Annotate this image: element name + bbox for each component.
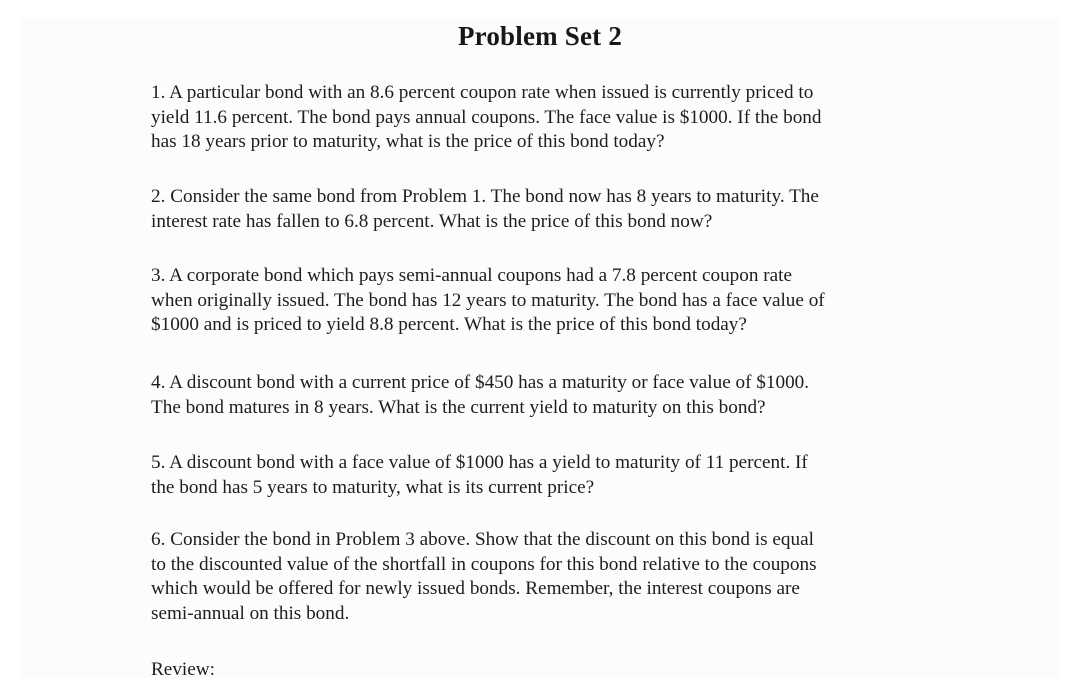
- problem-line: the bond has 5 years to maturity, what is its current price?: [151, 476, 595, 498]
- top-strip: [0, 0, 1080, 18]
- problem-line: The bond matures in 8 years. What is the current yield to maturity on this bond?: [151, 396, 766, 418]
- problem-line: 6. Consider the bond in Problem 3 above. Show that the discount on this bond is equal: [151, 529, 814, 550]
- problem-3: [151, 264, 825, 338]
- problem-4: [151, 371, 809, 420]
- document-page: [20, 18, 1060, 678]
- problem-line: 3. A corporate bond which pays semi-annual coupons had a 7.8 percent coupon rate: [151, 265, 792, 286]
- problem-line: has 18 years prior to maturity, what is the price of this bond today?: [151, 131, 665, 152]
- review-heading: Review:: [151, 659, 215, 678]
- problem-line: $1000 and is priced to yield 8.8 percent. What is the price of this bond today?: [151, 314, 747, 335]
- problem-line: which would be offered for newly issued bonds. Remember, the interest coupons are: [151, 578, 800, 599]
- page-title: Problem Set 2: [457, 21, 623, 51]
- problem-2: [151, 185, 819, 234]
- problem-line: 4. A discount bond with a current price of $450 has a maturity or face value of $1000.: [151, 372, 810, 393]
- problem-line: to the discounted value of the shortfall in coupons for this bond relative to the coupons: [151, 553, 817, 575]
- problem-line: 5. A discount bond with a face value of $1000 has a yield to maturity of 11 percent. If: [151, 452, 808, 473]
- problem-line: 1. A particular bond with an 8.6 percent coupon rate when issued is currently priced to: [151, 82, 814, 103]
- problem-line: when originally issued. The bond has 12 years to maturity. The bond has a face value of: [151, 289, 825, 311]
- problem-5: [151, 451, 808, 500]
- problem-line: 2. Consider the same bond from Problem 1. The bond now has 8 years to maturity. The: [151, 186, 819, 207]
- problem-line: yield 11.6 percent. The bond pays annual coupons. The face value is $1000. If the bond: [151, 106, 822, 128]
- problem-1: [151, 81, 822, 155]
- problem-line: semi-annual on this bond.: [151, 602, 350, 624]
- problem-line: interest rate has fallen to 6.8 percent. What is the price of this bond now?: [151, 210, 713, 232]
- problem-6: [151, 528, 817, 626]
